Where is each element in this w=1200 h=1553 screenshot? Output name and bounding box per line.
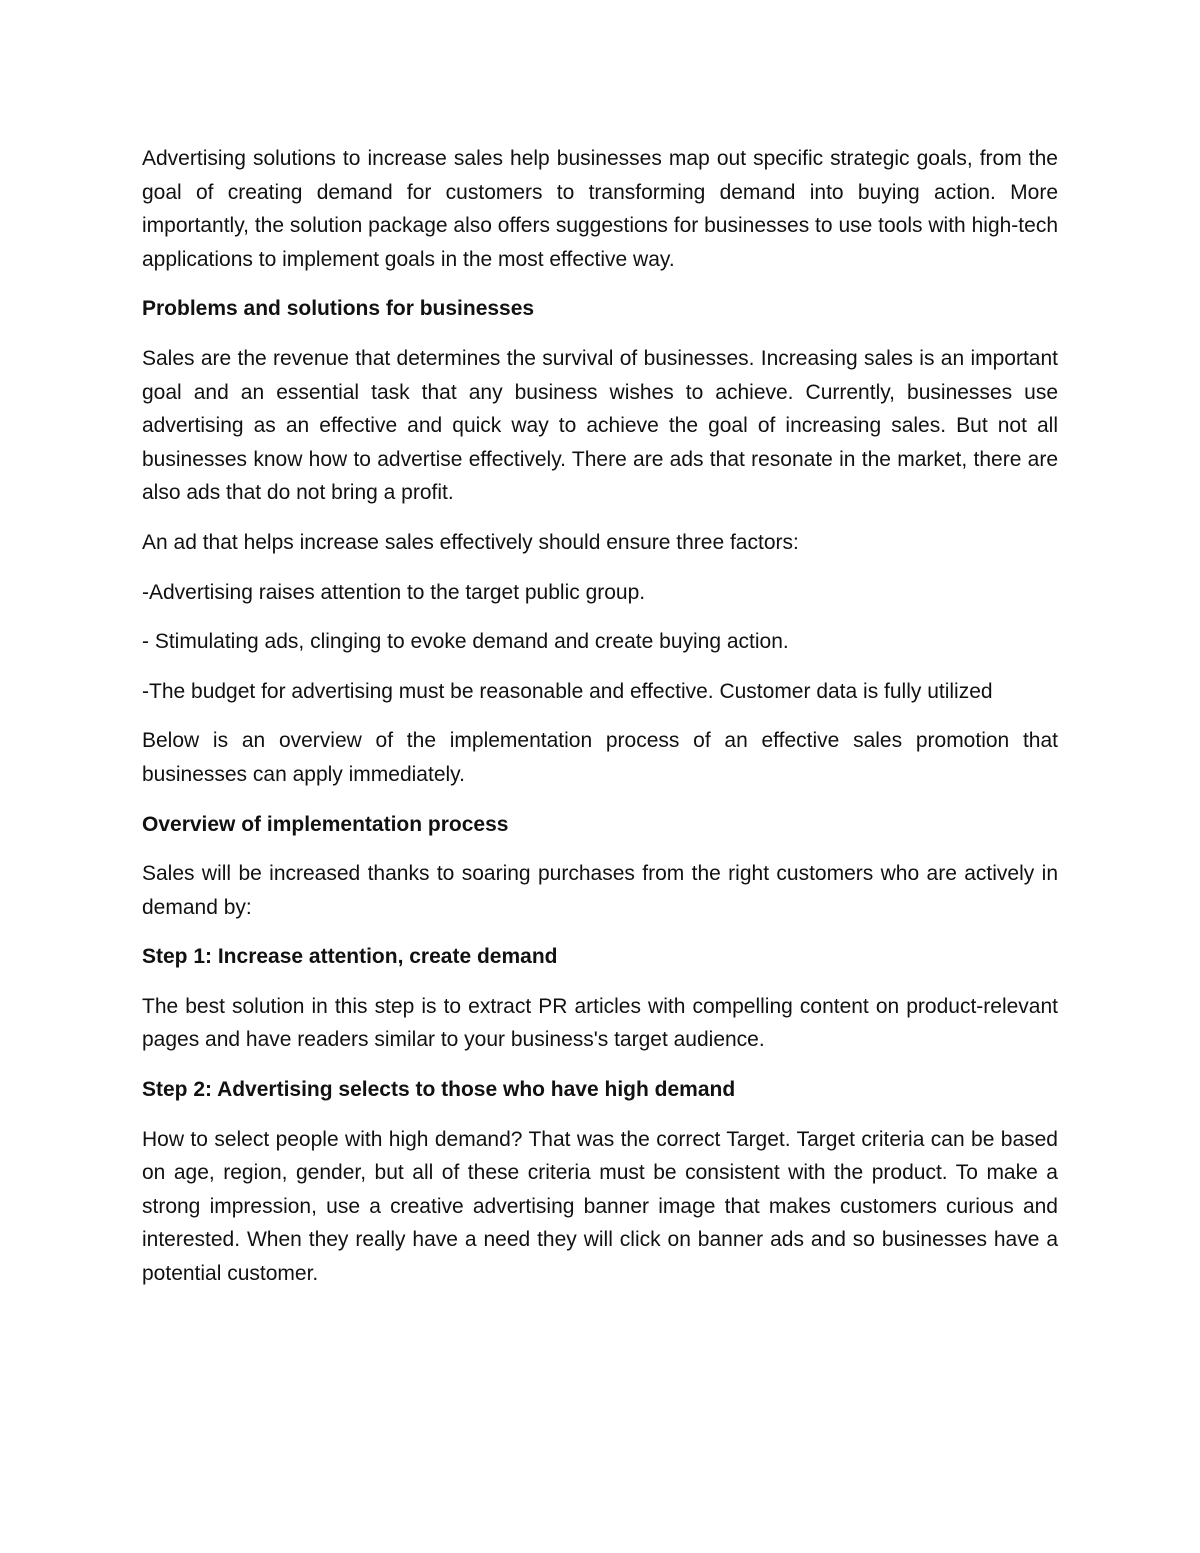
step-2-paragraph: How to select people with high demand? That was the correct Target. Target criteria can be based on age, region, gender, but all of these criteria must be consistent with the product. To make a strong impression, use a creative advertising banner image that makes customers curious and interested. When they really have a need they will click on banner ads and so businesses have a potential customer. [142,1127,1058,1286]
step-2-heading: Step 2: Advertising selects to those who have high demand [142,1078,736,1102]
factors-intro: An ad that helps increase sales effectively should ensure three factors: [142,530,799,554]
overview-paragraph: Sales will be increased thanks to soaring purchases from the right customers who are actively in demand by: [142,862,1058,919]
factor-item-3: -The budget for advertising must be reasonable and effective. Customer data is fully utilized [142,679,993,703]
section-heading-problems: Problems and solutions for businesses [142,297,535,321]
document-page [142,142,1058,1307]
step-1-heading: Step 1: Increase attention, create demand [142,945,558,969]
overview-intro-paragraph: Below is an overview of the implementation process of an effective sales promotion that businesses can apply immediately. [142,729,1058,786]
factor-item-1: -Advertising raises attention to the target public group. [142,580,646,604]
sales-paragraph: Sales are the revenue that determines the survival of businesses. Increasing sales is an important goal and an essential task that any business wishes to achieve. Currently, businesses use advertising as an effective and quick way to achieve the goal of increasing sales. But not all businesses know how to advertise effectively. There are ads that resonate in the market, there are also ads that do not bring a profit. [142,346,1058,505]
intro-paragraph: Advertising solutions to increase sales help businesses map out specific strategic goals, from the goal of creating demand for customers to transforming demand into buying action. More importantly, the solution package also offers suggestions for businesses to use tools with high-tech applications to implement goals in the most effective way. [142,147,1058,271]
section-heading-overview: Overview of implementation process [142,812,509,836]
factor-item-2: - Stimulating ads, clinging to evoke demand and create buying action. [142,630,789,654]
step-1-paragraph: The best solution in this step is to extract PR articles with compelling content on product-relevant pages and have readers similar to your business's target audience. [142,994,1058,1052]
